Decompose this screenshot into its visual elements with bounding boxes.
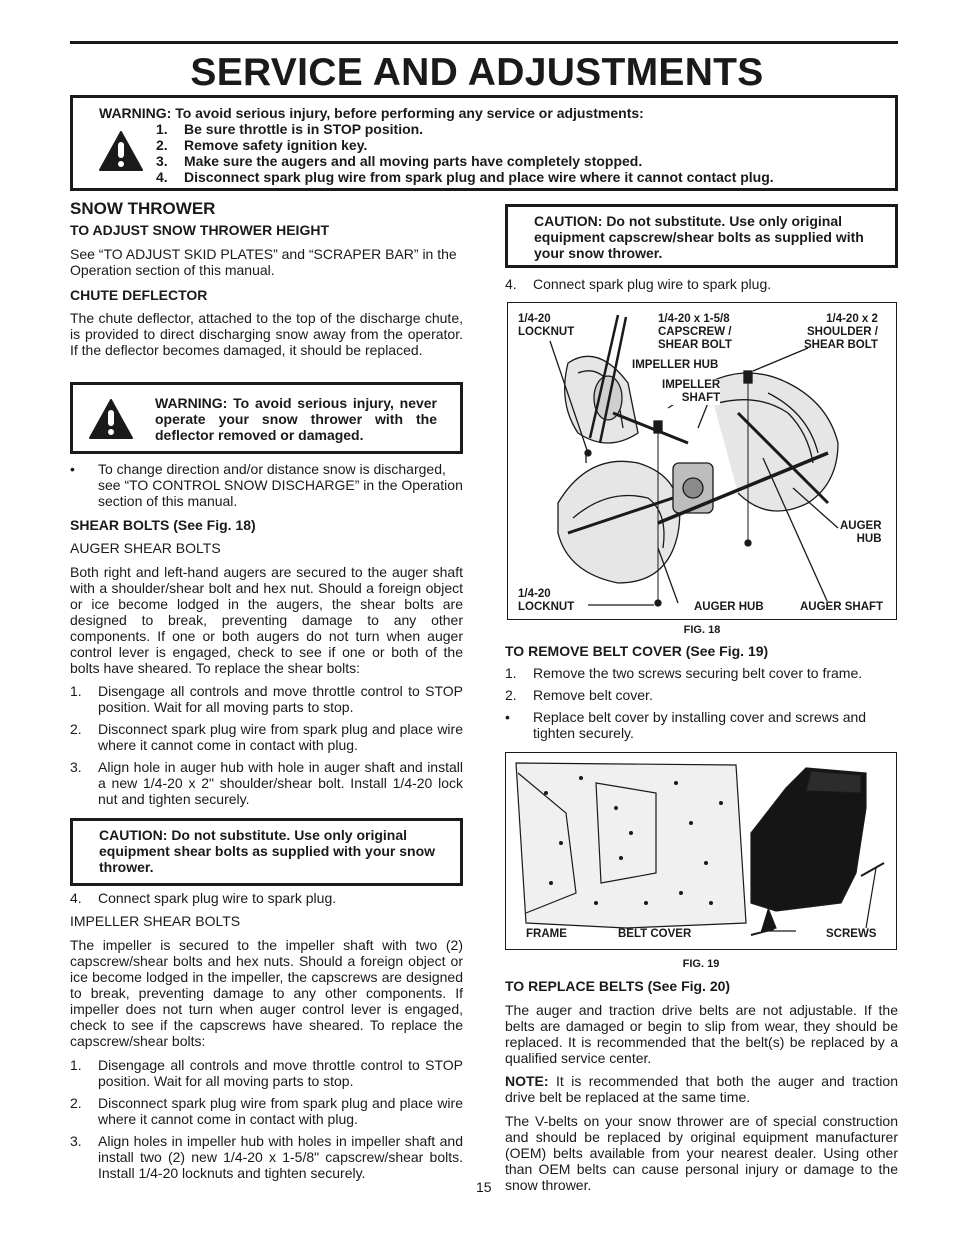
fig18-caption: FIG. 18 [683,624,721,636]
chute-text: The chute deflector, attached to the top of the discharge chute, is provided to direct discharging snow away from the operator. If the deflector becomes damaged, it should be replaced. [70,310,463,358]
remove-cover-steps [505,665,898,741]
section-title: SNOW THROWER [70,199,216,218]
list-item: • Replace belt cover by installing cover and screws and tighten securely. [505,709,867,741]
shear-bolts-heading: SHEAR BOLTS (See Fig. 18) [70,517,256,533]
adjust-height-heading: TO ADJUST SNOW THROWER HEIGHT [70,222,329,238]
top-warning-label: WARNING: [99,105,172,121]
list-item: 3. Align holes in impeller hub with holes in impeller shaft and install two (2) new 1/4-20 x 1-5/8" capscrew/shear bolts. Install 1/4-20 locknuts and tighten securely. [70,1133,463,1181]
fig18-label-impeller-hub: IMPELLER HUB [632,359,719,371]
list-item: 1. Remove the two screws securing belt cover to frame. [505,665,863,681]
auger-shear-subheading: AUGER SHEAR BOLTS [70,540,221,556]
note-text: It is recommended that both the auger and traction drive belt be replaced at the same time. [505,1073,898,1105]
list-item: 3. Align hole in auger hub with hole in auger shaft and install a new 1/4-20 x 2" shoulder/shear bolt. Install 1/4-20 lock nut and tighten securely. [70,759,463,807]
warning-icon [89,399,133,439]
list-item: 1. Disengage all controls and move throttle control to STOP position. Wait for all moving parts to stop. [70,683,463,715]
fig18-label-impeller-shaft: IMPELLER SHAFT [662,379,721,404]
caution-box-left [70,818,463,886]
top-warning-intro: To avoid serious injury, before performing any service or adjustments: [175,105,644,121]
fig18-label-auger-hub-right: AUGER HUB [840,520,882,545]
impeller-shear-subheading: IMPELLER SHEAR BOLTS [70,913,241,929]
list-item: 3. Make sure the augers and all moving parts have completely stopped. [156,153,643,169]
fig18-label-locknut-top: 1/4-20 LOCKNUT [518,313,575,338]
list-item: 2. Disconnect spark plug wire from spark plug and place wire where it cannot come in contact with plug. [70,1095,463,1127]
note-label: NOTE: [505,1073,549,1089]
list-item: 1. Disengage all controls and move throttle control to STOP position. Wait for all moving parts to stop. [70,1057,463,1089]
fig18-label-auger-shaft: AUGER SHAFT [800,601,884,613]
auger-steps [70,683,463,807]
list-item: 2. Remove safety ignition key. [156,137,368,153]
page-title: SERVICE AND ADJUSTMENTS [190,51,764,94]
auger-step-4: 4. Connect spark plug wire to spark plug. [70,890,337,906]
impeller-text: The impeller is secured to the impeller shaft with two (2) capscrew/shear bolts and hex nuts. Should a foreign object or ice become lodged in the impeller, the capscrews are designed to break, preventing damage to any other components. If impeller does not turn when auger control lever is engaged, check to see if the capscrews have sheared. To replace the capscrew/shear bolts: [70,937,463,1049]
replace-belts-heading: TO REPLACE BELTS (See Fig. 20) [505,978,731,994]
fig18-label-auger-hub-bottom: AUGER HUB [694,601,764,613]
bullet-icon: • [505,709,510,725]
page-number: 15 [476,1179,492,1195]
caution-text: CAUTION: Do not substitute. Use only original equipment capscrew/shear bolts as supplied with your snow thrower. [534,213,864,261]
fig19-label-frame: FRAME [526,928,567,940]
warning-icon [99,131,143,171]
chute-warning-text: WARNING: To avoid serious injury, never operate your snow thrower with the deflector removed or damaged. [155,395,437,443]
top-rule [70,41,898,44]
figure-19 [505,752,897,950]
fig18-label-shoulder: 1/4-20 x 2 SHOULDER / SHEAR BOLT [804,313,878,351]
impeller-steps [70,1057,463,1181]
top-warning-text [99,105,889,121]
top-warning-box [70,95,898,191]
chute-warning-box [70,382,463,454]
list-item: 4. Disconnect spark plug wire from spark plug and place wire where it cannot contact plug. [156,169,774,185]
vbelts-text: The V-belts on your snow thrower are of special construction and should be replaced by original equipment manufacturer (OEM) belts available from your nearest dealer. Using other than OEM belts can cause personal injury or damage to the snow thrower. [505,1113,898,1193]
adjust-height-text: See “TO ADJUST SKID PLATES” and “SCRAPER BAR” in the Operation section of this manual. [70,246,457,278]
fig18-label-capscrew: 1/4-20 x 1-5/8 CAPSCREW / SHEAR BOLT [658,313,732,351]
fig19-label-screws: SCREWS [826,928,877,940]
fig18-label-locknut-bottom: 1/4-20 LOCKNUT [518,588,575,613]
chute-bullet: • To change direction and/or distance snow is discharged, see “TO CONTROL SNOW DISCHARGE” in the Operation section of this manual. [70,461,463,509]
belt-cover-illustration [506,753,896,949]
fig19-label-belt-cover: BELT COVER [618,928,692,940]
top-warning-list [156,121,896,185]
caution-box-right [505,204,898,268]
caution-text: CAUTION: Do not substitute. Use only original equipment shear bolts as supplied with your snow thrower. [99,827,436,875]
figure-18 [507,302,897,620]
chute-heading: CHUTE DEFLECTOR [70,287,208,303]
bullet-icon: • [70,461,75,477]
list-item: 2. Remove belt cover. [505,687,653,703]
remove-cover-heading: TO REMOVE BELT COVER (See Fig. 19) [505,643,769,659]
right-step-4: 4. Connect spark plug wire to spark plug. [505,276,772,292]
auger-text: Both right and left-hand augers are secured to the auger shaft with a shoulder/shear bolt and hex nut. Should a foreign object or ice become lodged in the augers, the shear bolts are designed to break, preventing damage to any other components. If one or both augers do not turn when auger control lever is engaged, check to see if one or both of the bolts have sheared. To replace the shear bolts: [70,564,463,676]
list-item: 1. Be sure throttle is in STOP position. [156,121,424,137]
note-paragraph [505,1073,898,1105]
replace-belts-text: The auger and traction drive belts are not adjustable. If the belts are damaged or begin to slip from wear, they should be replaced. It is recommended that the belt(s) be replaced by a qualified service center. [505,1002,898,1066]
list-item: 2. Disconnect spark plug wire from spark plug and place wire where it cannot come in contact with plug. [70,721,463,753]
fig19-caption: FIG. 19 [682,958,720,970]
